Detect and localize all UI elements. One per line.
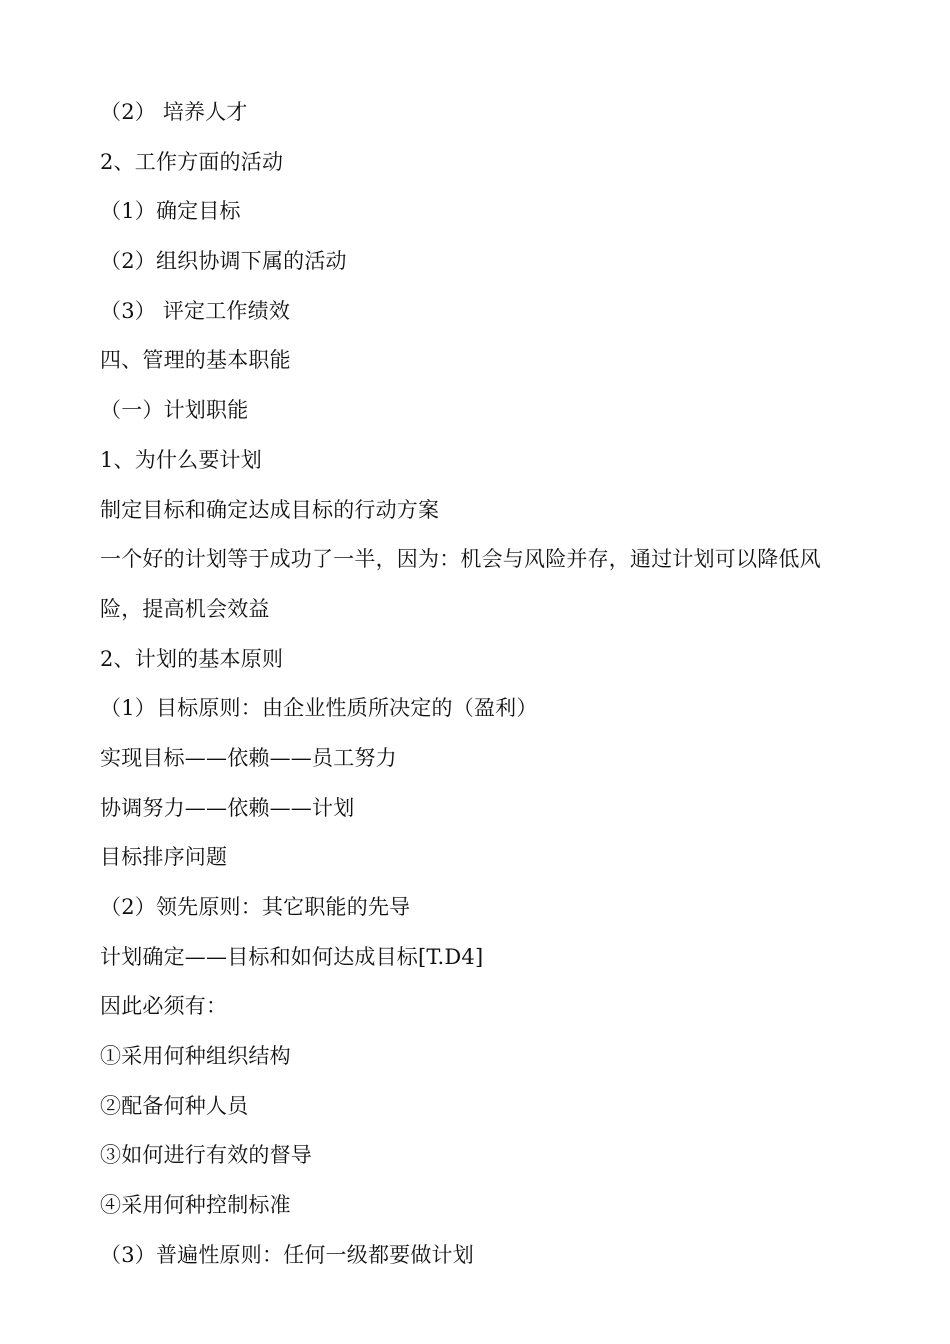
text-line: （3） 评定工作绩效 [100,298,291,323]
document-body [100,88,890,1281]
section-heading: 四、管理的基本职能 [100,348,291,373]
text-line: 2、工作方面的活动 [100,149,284,174]
text-line: 2、计划的基本原则 [100,646,284,671]
text-line: （2）组织协调下属的活动 [100,249,347,274]
text-line: （1）目标原则：由企业性质所决定的（盈利） [100,696,538,721]
text-line: 1、为什么要计划 [100,447,262,472]
text-line: （3）普遍性原则：任何一级都要做计划 [100,1242,474,1267]
text-line: （2）领先原则：其它职能的先导 [100,895,411,919]
list-item: ①采用何种组织结构 [100,1044,291,1069]
text-line: 一个好的计划等于成功了一半，因为：机会与风险并存，通过计划可以降低风 [100,547,821,572]
text-line: 计划确定——目标和如何达成目标[T.D4] [100,944,484,969]
list-item: ④采用何种控制标准 [100,1193,291,1218]
text-line: 目标排序问题 [100,845,228,870]
subsection-heading: （一）计划职能 [100,398,249,423]
text-line: 实现目标——依赖——员工努力 [100,745,397,770]
text-line: 险，提高机会效益 [100,596,270,621]
text-line: 制定目标和确定达成目标的行动方案 [100,497,440,522]
list-item: ③如何进行有效的督导 [100,1143,312,1168]
text-line: （2） 培养人才 [100,100,248,124]
text-line: 因此必须有： [100,994,228,1019]
text-line: 协调努力——依赖——计划 [100,795,355,820]
list-item: ②配备何种人员 [100,1093,249,1118]
text-line: （1）确定目标 [100,199,241,224]
